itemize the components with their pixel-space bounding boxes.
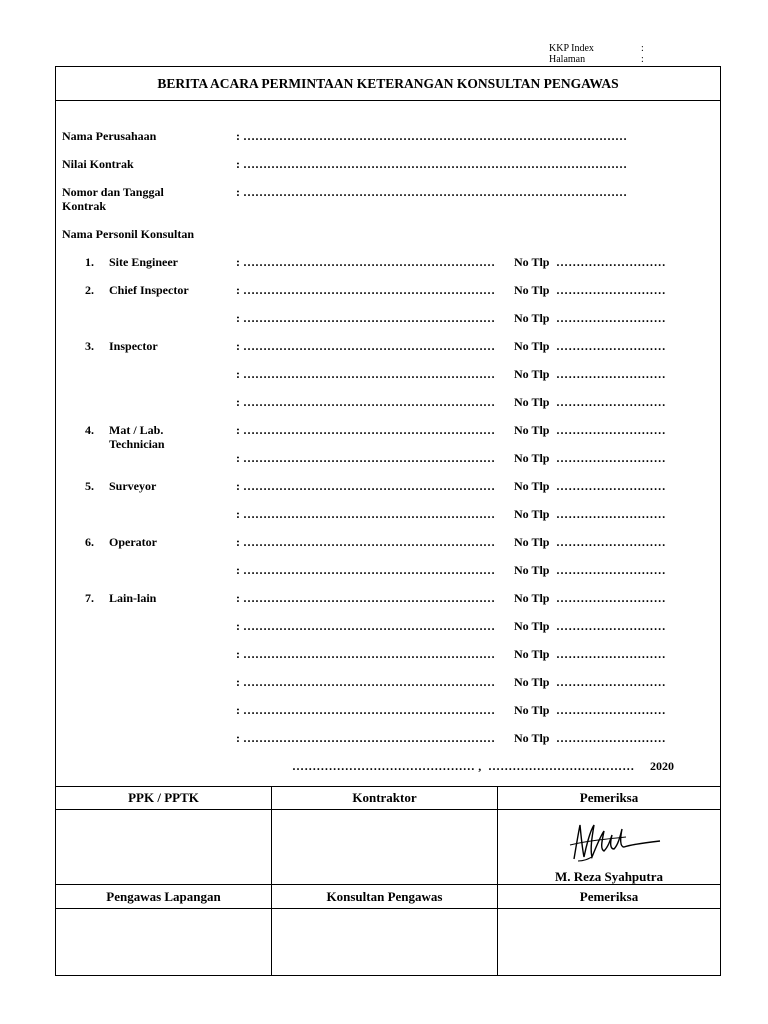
entry-line-2: : ………………………………………………………: [236, 283, 495, 297]
sig-header-divider: [56, 809, 720, 810]
ppk-pptk-header: PPK / PPTK: [128, 790, 199, 805]
place-dots: ……………………………………… ,: [292, 759, 482, 773]
item-number-1: 1.: [85, 255, 94, 269]
nama-perusahaan-line: : ……………………………………………………………………………………: [236, 129, 627, 143]
no-tlp-dots-7: ………………………: [556, 423, 666, 437]
entry-line-12: : ………………………………………………………: [236, 563, 495, 577]
no-tlp-dots-12: ………………………: [556, 563, 666, 577]
kkp-index-colon: :: [641, 43, 644, 54]
item-number-3: 3.: [85, 339, 94, 353]
no-tlp-label-3: No Tlp: [514, 311, 550, 325]
no-tlp-label-14: No Tlp: [514, 619, 550, 633]
operator-label: Operator: [109, 535, 157, 549]
konsultan-pengawas-header: Konsultan Pengawas: [326, 889, 443, 904]
item-number-5: 5.: [85, 479, 94, 493]
year-label: 2020: [650, 759, 674, 773]
item-number-4: 4.: [85, 423, 94, 437]
entry-line-6: : ………………………………………………………: [236, 395, 495, 409]
date-dots: ………………………………: [488, 759, 635, 773]
entry-line-8: : ………………………………………………………: [236, 451, 495, 465]
entry-line-10: : ………………………………………………………: [236, 507, 495, 521]
entry-line-11: : ………………………………………………………: [236, 535, 495, 549]
nomor-tanggal-line: : ……………………………………………………………………………………: [236, 185, 627, 199]
item-number-6: 6.: [85, 535, 94, 549]
pemeriksa-header-2: Pemeriksa: [579, 889, 639, 904]
personil-label: Nama Personil Konsultan: [62, 227, 195, 241]
no-tlp-dots-10: ………………………: [556, 507, 666, 521]
entry-line-4: : ………………………………………………………: [236, 339, 495, 353]
chief-inspector-label: Chief Inspector: [109, 283, 189, 297]
entry-line-18: : ………………………………………………………: [236, 731, 495, 745]
no-tlp-label-12: No Tlp: [514, 563, 550, 577]
no-tlp-label-9: No Tlp: [514, 479, 550, 493]
inspector-label: Inspector: [109, 339, 158, 353]
halaman-colon: :: [641, 54, 644, 65]
item-number-2: 2.: [85, 283, 94, 297]
signature-image: [566, 817, 666, 867]
no-tlp-dots-8: ………………………: [556, 451, 666, 465]
no-tlp-dots-4: ………………………: [556, 339, 666, 353]
no-tlp-dots-2: ………………………: [556, 283, 666, 297]
no-tlp-dots-13: ………………………: [556, 591, 666, 605]
entry-line-17: : ………………………………………………………: [236, 703, 495, 717]
no-tlp-dots-5: ………………………: [556, 367, 666, 381]
mat-lab-label-2: Technician: [109, 437, 165, 451]
no-tlp-label-11: No Tlp: [514, 535, 550, 549]
entry-line-7: : ………………………………………………………: [236, 423, 495, 437]
no-tlp-dots-9: ………………………: [556, 479, 666, 493]
sig-col-divider-1: [271, 787, 272, 976]
entry-line-15: : ………………………………………………………: [236, 647, 495, 661]
entry-line-3: : ………………………………………………………: [236, 311, 495, 325]
no-tlp-label-16: No Tlp: [514, 675, 550, 689]
entry-line-1: : ………………………………………………………: [236, 255, 495, 269]
pemeriksa-header: Pemeriksa: [579, 790, 639, 805]
no-tlp-dots-14: ………………………: [556, 619, 666, 633]
no-tlp-label-2: No Tlp: [514, 283, 550, 297]
no-tlp-dots-16: ………………………: [556, 675, 666, 689]
no-tlp-dots-3: ………………………: [556, 311, 666, 325]
no-tlp-label-7: No Tlp: [514, 423, 550, 437]
no-tlp-label-6: No Tlp: [514, 395, 550, 409]
no-tlp-dots-11: ………………………: [556, 535, 666, 549]
nilai-kontrak-label: Nilai Kontrak: [62, 157, 134, 171]
signature-table: [56, 786, 720, 976]
form-frame: [55, 66, 721, 976]
no-tlp-dots-15: ………………………: [556, 647, 666, 661]
entry-line-9: : ………………………………………………………: [236, 479, 495, 493]
nama-perusahaan-label: Nama Perusahaan: [62, 129, 157, 143]
no-tlp-label-10: No Tlp: [514, 507, 550, 521]
mat-lab-label-1: Mat / Lab.: [109, 423, 164, 437]
kontraktor-header: Kontraktor: [352, 790, 417, 805]
no-tlp-label-5: No Tlp: [514, 367, 550, 381]
lain-lain-label: Lain-lain: [109, 591, 157, 605]
entry-line-13: : ………………………………………………………: [236, 591, 495, 605]
no-tlp-dots-17: ………………………: [556, 703, 666, 717]
no-tlp-label-17: No Tlp: [514, 703, 550, 717]
nomor-tanggal-label-1: Nomor dan Tanggal: [62, 185, 164, 199]
entry-line-16: : ………………………………………………………: [236, 675, 495, 689]
kkp-index-label: KKP Index: [549, 43, 594, 54]
nilai-kontrak-line: : ……………………………………………………………………………………: [236, 157, 627, 171]
no-tlp-label-15: No Tlp: [514, 647, 550, 661]
halaman-label: Halaman: [549, 54, 586, 65]
entry-line-5: : ………………………………………………………: [236, 367, 495, 381]
signer-name: M. Reza Syahputra: [555, 869, 663, 884]
no-tlp-dots-6: ………………………: [556, 395, 666, 409]
no-tlp-label-13: No Tlp: [514, 591, 550, 605]
no-tlp-label-1: No Tlp: [514, 255, 550, 269]
no-tlp-label-8: No Tlp: [514, 451, 550, 465]
no-tlp-dots-1: ………………………: [556, 255, 666, 269]
sig-header-divider-2: [56, 908, 720, 909]
pengawas-lapangan-header: Pengawas Lapangan: [106, 889, 221, 904]
form-title: BERITA ACARA PERMINTAAN KETERANGAN KONSULTAN PENGAWAS: [56, 67, 720, 101]
site-engineer-label: Site Engineer: [109, 255, 178, 269]
no-tlp-label-18: No Tlp: [514, 731, 550, 745]
entry-line-14: : ………………………………………………………: [236, 619, 495, 633]
nomor-tanggal-label-2: Kontrak: [62, 199, 107, 213]
item-number-7: 7.: [85, 591, 94, 605]
no-tlp-dots-18: ………………………: [556, 731, 666, 745]
surveyor-label: Surveyor: [109, 479, 157, 493]
no-tlp-label-4: No Tlp: [514, 339, 550, 353]
